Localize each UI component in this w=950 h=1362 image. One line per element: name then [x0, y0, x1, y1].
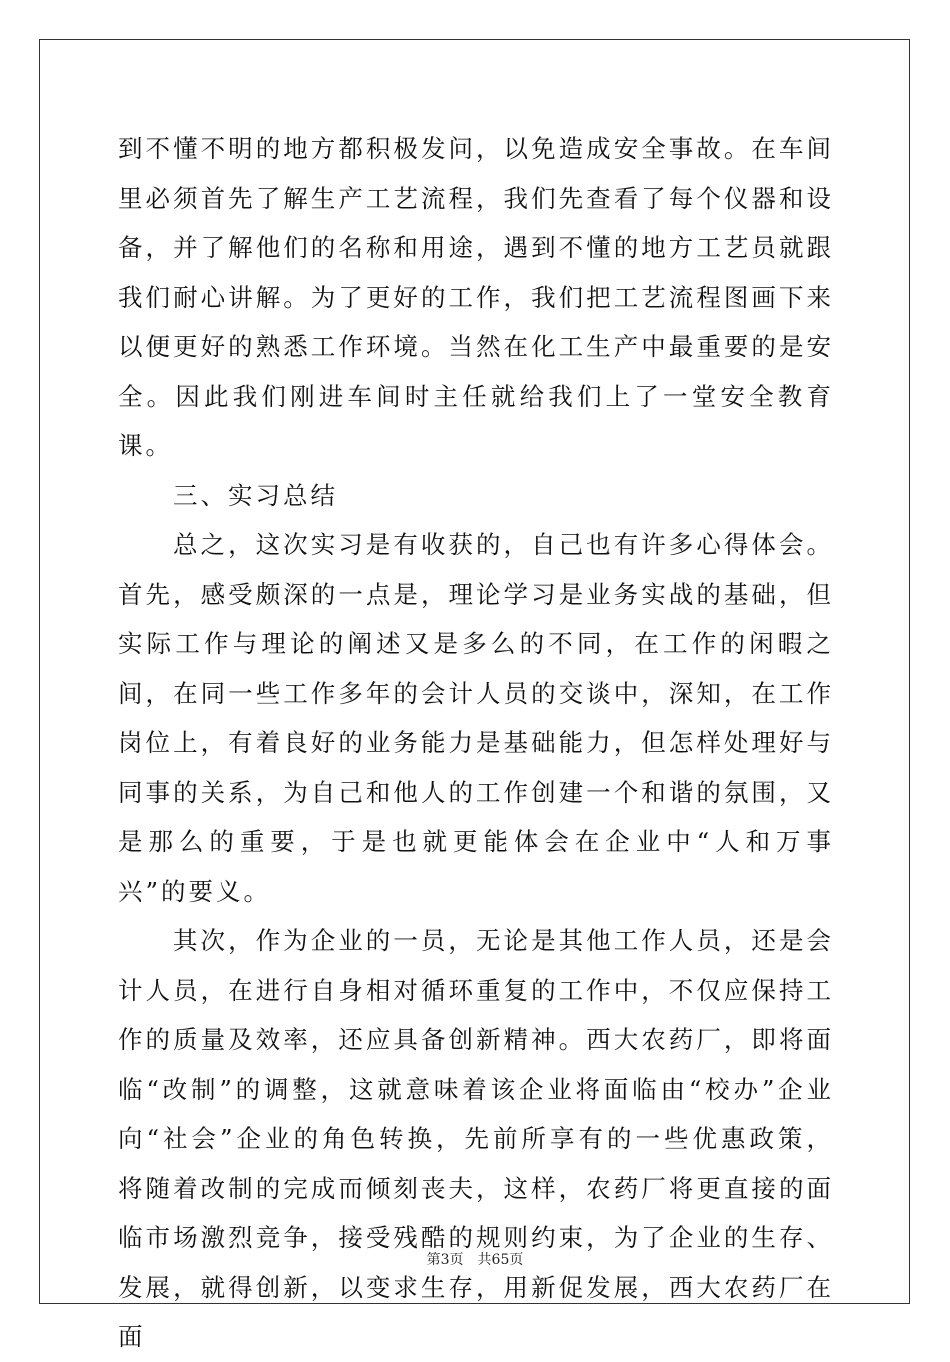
section-heading: 三、实习总结: [173, 480, 338, 510]
page-number: 第3页: [426, 1252, 464, 1268]
page-total: 共65页: [477, 1252, 524, 1268]
page-footer: [0, 1249, 950, 1269]
document-body: [118, 124, 834, 1362]
paragraph-continuation: 到不懂不明的地方都积极发问，以免造成安全事故。在车间里必须首先了解生产工艺流程，我们先查看了每个仪器和设备，并了解他们的名称和用途，遇到不懂的地方工艺员就跟我们耐心讲解。为了更好的工作，我们把工艺流程图画下来以便更好的熟悉工作环境。当然在化工生产中最重要的是安全。因此我们刚进车间时主任就给我们上了一堂安全教育课。: [118, 134, 834, 460]
paragraph-summary: 总之，这次实习是有收获的，自己也有许多心得体会。首先，感受颇深的一点是，理论学习是业务实战的基础，但实际工作与理论的阐述又是多么的不同，在工作的闲暇之间，在同一些工作多年的会计人员的交谈中，深知，在工作岗位上，有着良好的业务能力是基础能力，但怎样处理好与同事的关系，为自己和他人的工作创建一个和谐的氛围，又是那么的重要，于是也就更能体会在企业中“人和万事兴”的要义。: [118, 530, 834, 906]
paragraph-secondly: 其次，作为企业的一员，无论是其他工作人员，还是会计人员，在进行自身相对循环重复的工作中，不仅应保持工作的质量及效率，还应具备创新精神。西大农药厂，即将面临“改制”的调整，这就意味着该企业将面临由“校办”企业向“社会”企业的角色转换，先前所享有的一些优惠政策，将随着改制的完成而倾刻丧夫，这样，农药厂将更直接的面临市场激烈竞争，接受残酷的规则约束，为了企业的生存、发展，就得创新，以变求生存，用新促发展，西大农药厂在面: [118, 926, 834, 1351]
